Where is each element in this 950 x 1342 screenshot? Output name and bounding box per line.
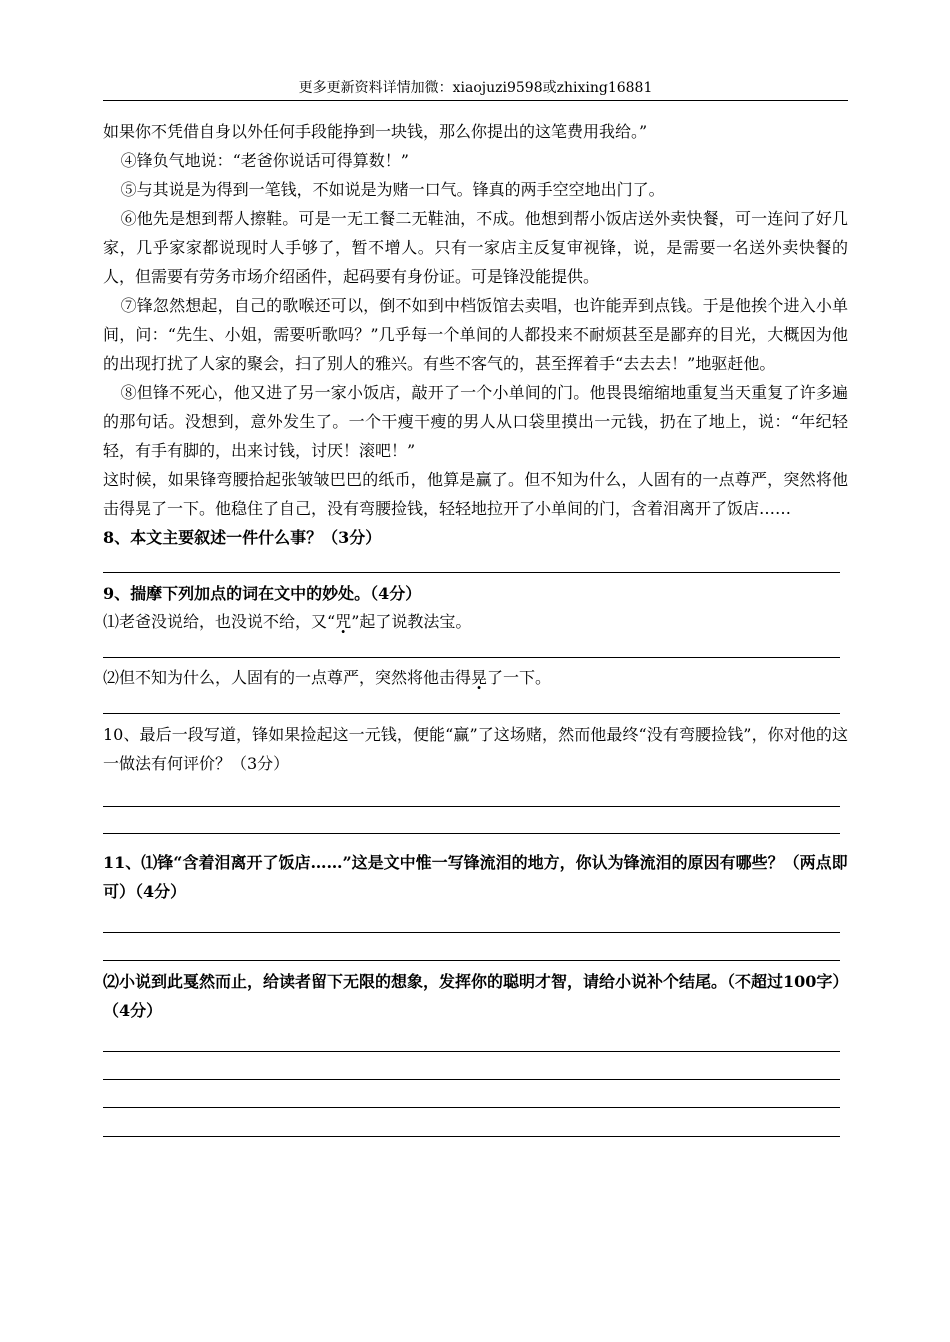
page-header: 更多更新资料详情加微：xiaojuzi9598或zhixing16881	[103, 76, 848, 101]
answer-line[interactable]	[103, 1025, 840, 1052]
answer-line[interactable]	[103, 1108, 840, 1137]
answer-line[interactable]	[103, 1052, 840, 1080]
answer-line[interactable]	[103, 552, 840, 573]
answer-line[interactable]	[103, 906, 840, 933]
passage-paragraph: ⑦锋忽然想起，自己的歌喉还可以，倒不如到中档饭馆去卖唱，也许能弄到点钱。于是他挨个进入小单间，问：“先生、小姐，需要听歌吗？”几乎每一个单间的人都投来不耐烦甚至是鄙弃的目光，大概因为他的出现打扰了人家的聚会，扫了别人的雅兴。有些不客气的，甚至挥着手“去去去！”地驱赶他。	[103, 296, 848, 373]
answer-line[interactable]	[103, 807, 840, 834]
passage-paragraph: ⑤与其说是为得到一笔钱，不如说是为赌一口气。锋真的两手空空地出门了。	[120, 180, 665, 199]
question-9-1-text: ”起了说教法宝。	[351, 612, 472, 631]
passage-paragraph: 这时候，如果锋弯腰拾起张皱皱巴巴的纸币，他算是赢了。但不知为什么，人固有的一点尊严，突然将他击得晃了一下。他稳住了自己，没有弯腰捡钱，轻轻地拉开了小单间的门，含着泪离开了饭店……	[103, 470, 848, 518]
question-8: 8、本文主要叙述一件什么事？（3分）	[103, 528, 382, 547]
question-9: 9、揣摩下列加点的词在文中的妙处。（4分）	[103, 584, 422, 603]
answer-line[interactable]	[103, 691, 840, 714]
answer-line[interactable]	[103, 933, 840, 961]
passage-paragraph: ⑧但锋不死心，他又进了另一家小饭店，敲开了一个小单间的门。他畏畏缩缩地重复当天重复了许多遍的那句话。没想到，意外发生了。一个干瘦干瘦的男人从口袋里摸出一元钱，扔在了地上，说：“年纪轻轻，有手有脚的，出来讨钱，讨厌！滚吧！”	[103, 383, 848, 460]
question-10: 10、最后一段写道，锋如果捡起这一元钱，便能“赢”了这场赌，然而他最终“没有弯腰捡钱”，你对他的这一做法有何评价？（3分）	[103, 725, 848, 773]
question-11-1: 11、⑴锋“含着泪离开了饭店……”这是文中惟一写锋流泪的地方，你认为锋流泪的原因有哪些？（两点即可）（4分）	[103, 853, 848, 901]
question-9-1-text: ⑴老爸没说给，也没说不给，又“	[103, 612, 336, 631]
answer-line[interactable]	[103, 1080, 840, 1108]
dotted-word: 晃	[471, 668, 488, 687]
passage-paragraph: ⑥他先是想到帮人擦鞋。可是一无工餐二无鞋油，不成。他想到帮小饭店送外卖快餐，可一连问了好几家，几乎家家都说现时人手够了，暂不增人。只有一家店主反复审视锋，说，是需要一名送外卖快餐的人，但需要有劳务市场介绍函件，起码要有身份证。可是锋没能提供。	[103, 209, 848, 286]
passage-paragraph: ④锋负气地说：“老爸你说话可得算数！”	[120, 151, 409, 170]
answer-line[interactable]	[103, 778, 840, 807]
answer-line[interactable]	[103, 635, 840, 658]
dotted-word: 咒	[335, 612, 352, 631]
passage-paragraph: 如果你不凭借自身以外任何手段能挣到一块钱，那么你提出的这笔费用我给。”	[103, 122, 648, 141]
question-9-1	[103, 608, 848, 635]
question-11-2: ⑵小说到此戛然而止，给读者留下无限的想象，发挥你的聪明才智，请给小说补个结尾。（不超过100字）（4分）	[103, 972, 841, 1020]
question-9-2	[103, 664, 848, 691]
question-9-2-text: ⑵但不知为什么，人固有的一点尊严，突然将他击得	[103, 668, 472, 687]
question-9-2-text: 了一下。	[487, 668, 552, 687]
page	[103, 76, 848, 1137]
document-body	[103, 117, 848, 1137]
